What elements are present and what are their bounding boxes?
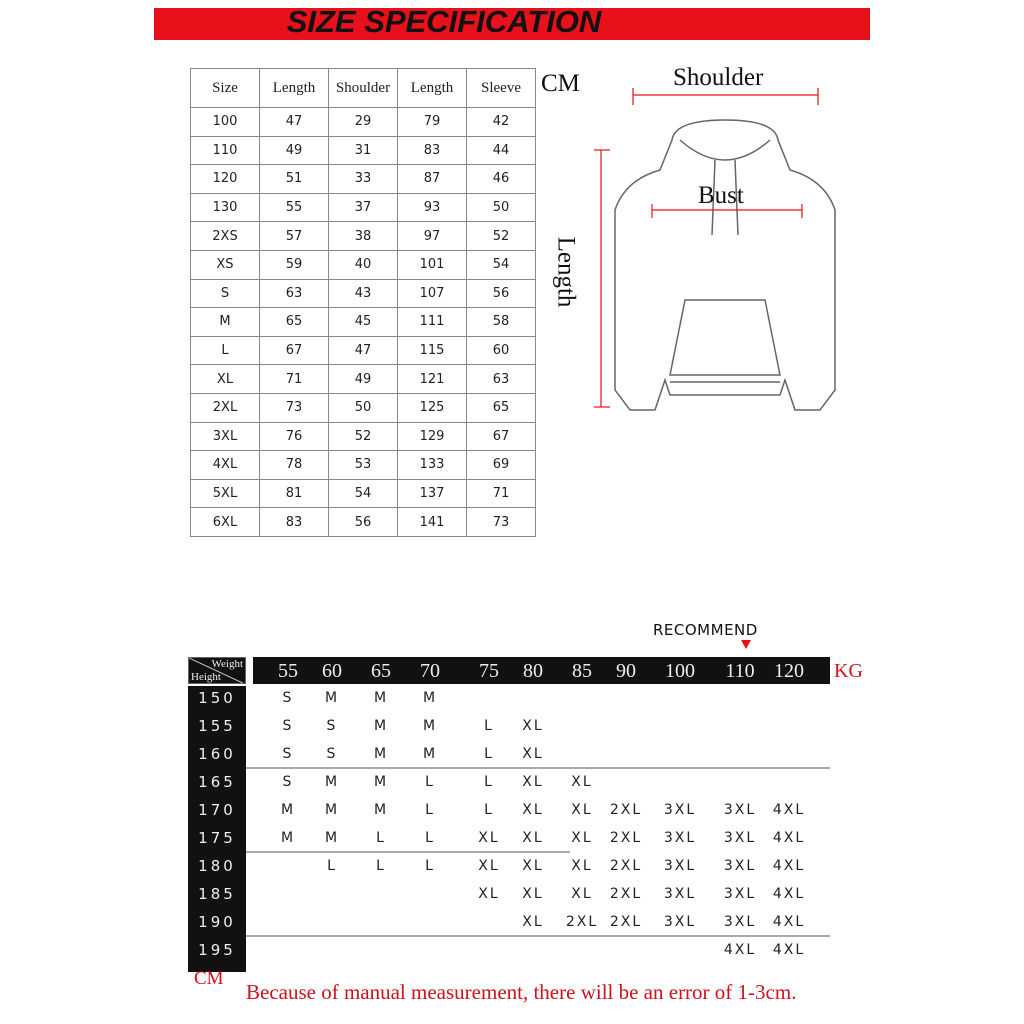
size-cell: XL <box>571 858 593 874</box>
size-cell: S <box>282 690 294 706</box>
table-cell: 111 <box>398 308 467 337</box>
table-cell: 31 <box>329 136 398 165</box>
table-cell: 45 <box>329 308 398 337</box>
spec-unit: CM <box>541 70 580 97</box>
table-cell: 33 <box>329 165 398 194</box>
table-cell: 29 <box>329 108 398 137</box>
size-cell: XL <box>571 830 593 846</box>
table-row <box>191 451 536 480</box>
table-cell: 5XL <box>191 479 260 508</box>
size-cell: M <box>373 774 389 790</box>
table-cell: 121 <box>398 365 467 394</box>
size-cell: 3XL <box>663 858 697 874</box>
table-cell: 50 <box>329 393 398 422</box>
weight-unit: KG <box>834 660 863 682</box>
weight-value: 85 <box>572 660 592 682</box>
size-cell: 4XL <box>772 886 806 902</box>
height-value: 160 <box>198 745 236 763</box>
size-cell: L <box>425 858 435 874</box>
table-cell: XS <box>191 250 260 279</box>
size-cell: M <box>422 690 438 706</box>
size-cell: 2XL <box>565 914 599 930</box>
table-row <box>191 336 536 365</box>
size-cell: 4XL <box>772 802 806 818</box>
table-cell: 69 <box>467 451 536 480</box>
table-cell: 44 <box>467 136 536 165</box>
size-cell: XL <box>522 830 544 846</box>
size-cell: 2XL <box>609 858 643 874</box>
size-cell: 3XL <box>723 858 757 874</box>
table-cell: 6XL <box>191 508 260 537</box>
corner-weight: Weight <box>211 658 243 670</box>
table-cell: L <box>191 336 260 365</box>
height-value: 175 <box>198 829 236 847</box>
size-cell: S <box>326 746 338 762</box>
corner-cell <box>188 657 246 684</box>
table-cell: 100 <box>191 108 260 137</box>
size-cell: XL <box>522 774 544 790</box>
height-value: 155 <box>198 717 236 735</box>
size-cell: L <box>484 746 494 762</box>
size-cell: XL <box>522 886 544 902</box>
table-row <box>191 393 536 422</box>
size-cell: XL <box>478 830 500 846</box>
table-cell: 107 <box>398 279 467 308</box>
weight-value: 75 <box>479 660 499 682</box>
table-cell: 125 <box>398 393 467 422</box>
table-row <box>191 365 536 394</box>
table-cell: 120 <box>191 165 260 194</box>
table-cell: 38 <box>329 222 398 251</box>
size-cell: M <box>373 718 389 734</box>
table-cell: 81 <box>260 479 329 508</box>
table-cell: 110 <box>191 136 260 165</box>
table-row <box>191 165 536 194</box>
table-cell: 87 <box>398 165 467 194</box>
table-cell: 83 <box>398 136 467 165</box>
height-value: 185 <box>198 885 236 903</box>
table-row <box>191 250 536 279</box>
size-cell: M <box>324 774 340 790</box>
table-cell: Length <box>260 69 329 108</box>
size-cell: L <box>376 858 386 874</box>
size-cell: 3XL <box>663 830 697 846</box>
size-cell: M <box>324 690 340 706</box>
table-cell: 78 <box>260 451 329 480</box>
table-cell: Size <box>191 69 260 108</box>
table-cell: XL <box>191 365 260 394</box>
height-value: 190 <box>198 913 236 931</box>
table-cell: 40 <box>329 250 398 279</box>
table-cell: 2XS <box>191 222 260 251</box>
table-row <box>191 508 536 537</box>
size-cell: XL <box>571 886 593 902</box>
size-cell: 2XL <box>609 802 643 818</box>
size-cell: XL <box>522 914 544 930</box>
table-cell: 3XL <box>191 422 260 451</box>
size-cell: XL <box>478 858 500 874</box>
table-cell: 52 <box>467 222 536 251</box>
table-cell: 53 <box>329 451 398 480</box>
weight-value: 55 <box>278 660 298 682</box>
weight-value: 80 <box>523 660 543 682</box>
divider <box>246 767 830 769</box>
table-cell: 71 <box>260 365 329 394</box>
size-cell: M <box>373 802 389 818</box>
table-cell: 63 <box>260 279 329 308</box>
table-cell: 65 <box>260 308 329 337</box>
table-row <box>191 108 536 137</box>
table-cell: 47 <box>329 336 398 365</box>
size-cell: XL <box>571 802 593 818</box>
height-value: 195 <box>198 941 236 959</box>
table-cell: 65 <box>467 393 536 422</box>
table-cell: 56 <box>329 508 398 537</box>
table-cell: Length <box>398 69 467 108</box>
table-cell: 49 <box>329 365 398 394</box>
table-cell: 52 <box>329 422 398 451</box>
table-row <box>191 422 536 451</box>
size-cell: 3XL <box>723 886 757 902</box>
page-title: SIZE SPECIFICATION <box>286 4 602 39</box>
table-cell: 54 <box>329 479 398 508</box>
table-cell: 71 <box>467 479 536 508</box>
table-cell: 60 <box>467 336 536 365</box>
size-cell: M <box>280 830 296 846</box>
table-cell: Sleeve <box>467 69 536 108</box>
weight-value: 60 <box>322 660 342 682</box>
table-cell: 115 <box>398 336 467 365</box>
size-cell: M <box>324 830 340 846</box>
weight-value: 100 <box>665 660 695 682</box>
size-cell: L <box>425 830 435 846</box>
table-cell: 73 <box>467 508 536 537</box>
recommend-label: RECOMMEND <box>653 621 758 639</box>
recommend-arrow-icon <box>741 640 751 649</box>
table-row <box>191 193 536 222</box>
table-cell: 67 <box>467 422 536 451</box>
size-cell: XL <box>478 886 500 902</box>
table-cell: 57 <box>260 222 329 251</box>
size-cell: 3XL <box>663 802 697 818</box>
length-label: Length <box>552 236 580 308</box>
size-cell: XL <box>522 858 544 874</box>
table-cell: 76 <box>260 422 329 451</box>
table-cell: 129 <box>398 422 467 451</box>
size-cell: XL <box>571 774 593 790</box>
table-row <box>191 479 536 508</box>
table-cell: Shoulder <box>329 69 398 108</box>
table-row <box>191 279 536 308</box>
height-unit: CM <box>194 968 224 989</box>
size-cell: XL <box>522 718 544 734</box>
size-cell: S <box>282 718 294 734</box>
size-cell: 2XL <box>609 886 643 902</box>
table-cell: 73 <box>260 393 329 422</box>
size-cell: M <box>422 718 438 734</box>
size-cell: 3XL <box>723 830 757 846</box>
hoodie-diagram <box>590 60 850 420</box>
table-cell: 59 <box>260 250 329 279</box>
header-row <box>191 69 536 108</box>
size-cell: M <box>324 802 340 818</box>
size-cell: 3XL <box>723 914 757 930</box>
table-cell: 55 <box>260 193 329 222</box>
table-cell: 101 <box>398 250 467 279</box>
table-cell: 37 <box>329 193 398 222</box>
size-cell: M <box>422 746 438 762</box>
measurement-note: Because of manual measurement, there will be an error of 1-3cm. <box>246 980 797 1004</box>
table-cell: 93 <box>398 193 467 222</box>
size-cell: L <box>484 718 494 734</box>
size-cell: XL <box>522 746 544 762</box>
table-cell: 67 <box>260 336 329 365</box>
table-cell: 49 <box>260 136 329 165</box>
table-cell: 137 <box>398 479 467 508</box>
size-cell: 2XL <box>609 914 643 930</box>
weight-value: 70 <box>420 660 440 682</box>
table-cell: 42 <box>467 108 536 137</box>
size-cell: L <box>484 802 494 818</box>
height-value: 150 <box>198 689 236 707</box>
table-row <box>191 222 536 251</box>
size-cell: 4XL <box>772 942 806 958</box>
table-cell: 51 <box>260 165 329 194</box>
size-cell: M <box>373 690 389 706</box>
table-cell: S <box>191 279 260 308</box>
table-cell: 47 <box>260 108 329 137</box>
table-cell: 56 <box>467 279 536 308</box>
table-cell: 130 <box>191 193 260 222</box>
height-value: 165 <box>198 773 236 791</box>
table-cell: 4XL <box>191 451 260 480</box>
height-value: 170 <box>198 801 236 819</box>
height-value: 180 <box>198 857 236 875</box>
size-cell: 3XL <box>663 914 697 930</box>
size-cell: L <box>484 774 494 790</box>
weight-value: 120 <box>774 660 804 682</box>
table-cell: 83 <box>260 508 329 537</box>
table-row <box>191 308 536 337</box>
table-cell: 50 <box>467 193 536 222</box>
size-cell: 4XL <box>723 942 757 958</box>
size-cell: S <box>282 774 294 790</box>
table-cell: 46 <box>467 165 536 194</box>
size-cell: 4XL <box>772 858 806 874</box>
table-cell: 43 <box>329 279 398 308</box>
weight-value: 65 <box>371 660 391 682</box>
size-cell: 2XL <box>609 830 643 846</box>
divider <box>246 935 830 937</box>
size-cell: S <box>282 746 294 762</box>
size-cell: L <box>376 830 386 846</box>
table-cell: 133 <box>398 451 467 480</box>
bust-label: Bust <box>698 182 744 209</box>
table-cell: 79 <box>398 108 467 137</box>
weight-value: 90 <box>616 660 636 682</box>
size-cell: XL <box>522 802 544 818</box>
corner-height: Height <box>191 671 221 683</box>
size-cell: L <box>425 774 435 790</box>
size-cell: 4XL <box>772 830 806 846</box>
table-cell: 141 <box>398 508 467 537</box>
size-cell: L <box>425 802 435 818</box>
size-cell: S <box>326 718 338 734</box>
table-cell: 97 <box>398 222 467 251</box>
size-cell: 3XL <box>723 802 757 818</box>
size-spec-table <box>190 68 536 537</box>
size-cell: M <box>373 746 389 762</box>
size-cell: M <box>280 802 296 818</box>
size-cell: 3XL <box>663 886 697 902</box>
table-row <box>191 136 536 165</box>
weight-value: 110 <box>725 660 755 682</box>
table-cell: 2XL <box>191 393 260 422</box>
size-cell: 4XL <box>772 914 806 930</box>
size-cell: L <box>327 858 337 874</box>
table-cell: 54 <box>467 250 536 279</box>
table-cell: 63 <box>467 365 536 394</box>
shoulder-label: Shoulder <box>673 64 764 91</box>
divider <box>246 851 570 853</box>
table-cell: M <box>191 308 260 337</box>
table-cell: 58 <box>467 308 536 337</box>
